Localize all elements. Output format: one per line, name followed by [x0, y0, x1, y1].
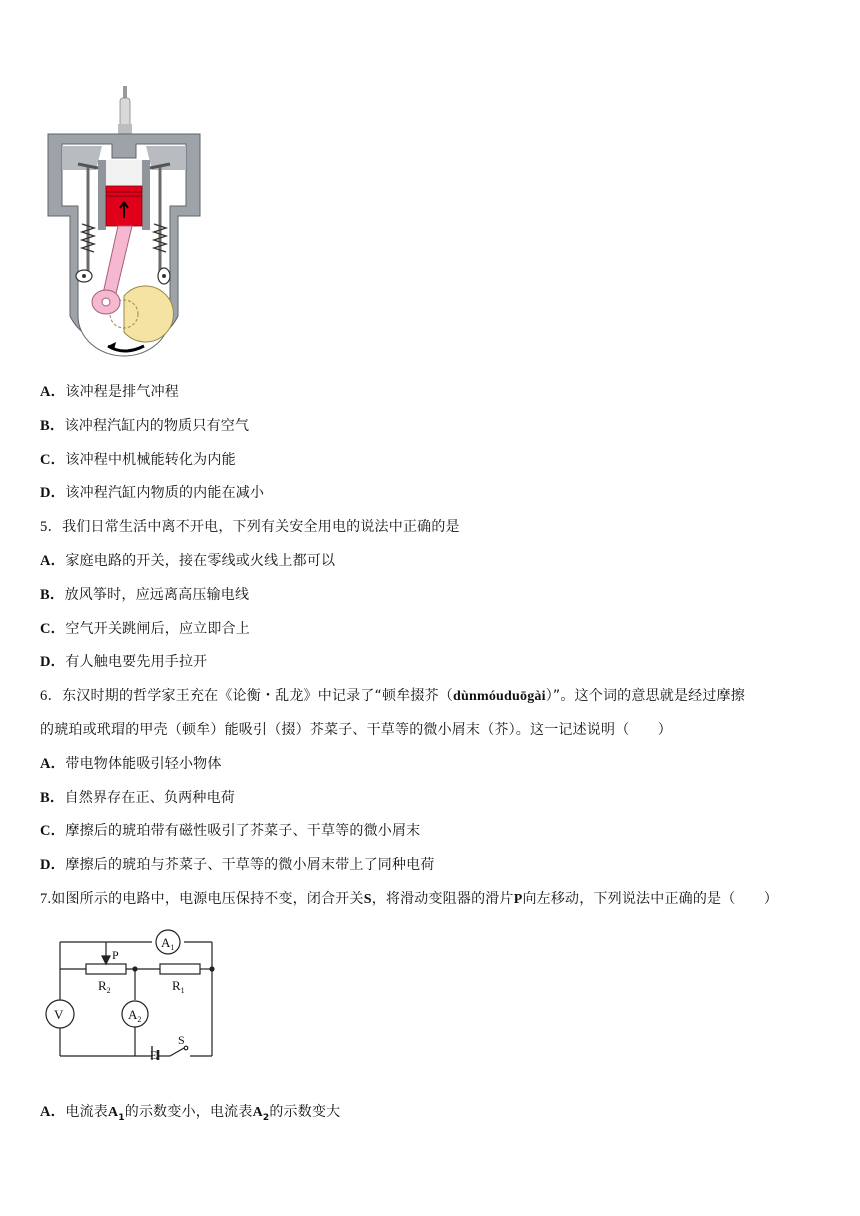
q7-stem: 7.如图所示的电路中，电源电压保持不变，闭合开关S，将滑动变阻器的滑片P向左移动，下列说法中正确的是（ ） [40, 891, 779, 907]
q5-option-b: B．放风筝时，应远离高压输电线 [40, 587, 250, 603]
q7-option-a: A．电流表$A_1$的示数变小，电流表$A_2$的示数变大 [40, 1104, 341, 1123]
circuit-diagram [40, 928, 224, 1060]
q6-option-b: B．自然界存在正、负两种电荷 [40, 790, 235, 806]
q4-option-c: C．该冲程中机械能转化为内能 [40, 452, 236, 468]
label-s: S [178, 1033, 185, 1047]
flywheel [124, 286, 173, 342]
svg-text:R2: $R_2$ [98, 978, 111, 995]
q6-stem-line2: 的琥珀或玳瑁的甲壳（顿牟）能吸引（掇）芥菜子、干草等的微小屑末（芥）。这一记述说明（ ） [40, 722, 672, 738]
svg-text:P [112, 948, 119, 962]
label-a1: A [161, 935, 171, 950]
q6-option-c: C．摩擦后的琥珀带有磁性吸引了芥菜子、干草等的微小屑末 [40, 823, 421, 839]
label-a2: A [128, 1007, 138, 1022]
label-v: V [54, 1007, 64, 1022]
q5-option-a: A．家庭电路的开关，接在零线或火线上都可以 [40, 553, 336, 569]
slider-arrow [102, 956, 110, 964]
svg-text:A1: $A_1$ [161, 935, 175, 952]
q6-option-a: A．带电物体能吸引轻小物体 [40, 756, 222, 772]
label-p: P [112, 948, 119, 962]
svg-text:R1: $R_1$ [172, 978, 185, 995]
q5-option-c: C．空气开关跳闸后，应立即合上 [40, 621, 250, 637]
svg-text:A2: $A_2$ [128, 1007, 142, 1024]
engine-stroke-diagram [40, 84, 208, 374]
label-r1: R [172, 978, 181, 993]
label-e: E [150, 1048, 158, 1060]
q5-stem: 5．我们日常生活中离不开电，下列有关安全用电的说法中正确的是 [40, 519, 460, 535]
q4-option-d: D．该冲程汽缸内物质的内能在减小 [40, 485, 265, 501]
q6-option-d: D．摩擦后的琥珀与芥菜子、干草等的微小屑末带上了同种电荷 [40, 857, 435, 873]
svg-text:V [54, 1007, 64, 1022]
resistor-r1 [160, 964, 200, 974]
label-r2: R [98, 978, 107, 993]
q6-stem-line1: 6．东汉时期的哲学家王充在《论衡・乱龙》中记录了“顿牟掇芥（dùnmóuduōgài）”。这个词的意思就是经过摩擦 [40, 688, 745, 704]
q5-option-d: D．有人触电要先用手拉开 [40, 654, 208, 670]
switch-lever [170, 1048, 184, 1056]
resistor-r2 [86, 964, 126, 974]
q4-option-a: A．该冲程是排气冲程 [40, 384, 179, 400]
q4-option-b: B．该冲程汽缸内的物质只有空气 [40, 418, 250, 434]
